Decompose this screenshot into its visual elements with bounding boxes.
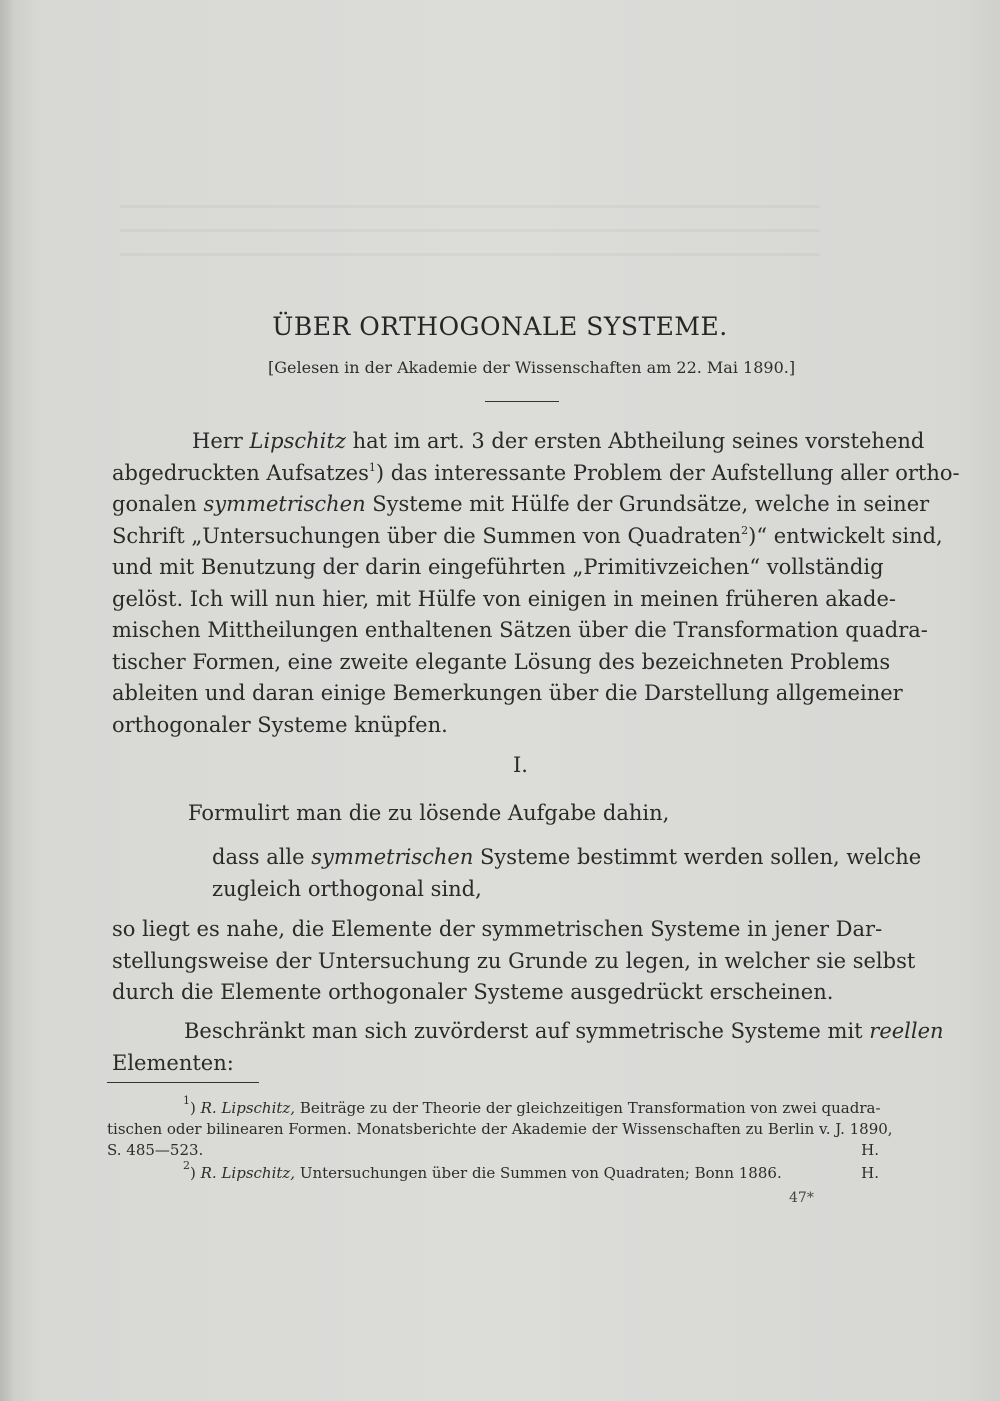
text-line: abgedruckten Aufsatzes$^1$) das interessante Problem der Aufstellung aller ortho- bbox=[112, 460, 960, 485]
quote-block bbox=[212, 842, 924, 905]
text-line: ableiten und daran einige Bemerkungen über die Darstellung allgemeiner bbox=[112, 681, 903, 705]
subtitle: [Gelesen in der Akademie der Wissenschaften am 22. Mai 1890.] bbox=[268, 358, 796, 377]
text-line: so liegt es nahe, die Elemente der symmetrischen Systeme in jener Dar- bbox=[112, 917, 883, 941]
text-line: Elementen: bbox=[112, 1050, 234, 1075]
text-line: stellungsweise der Untersuchung zu Grunde zu legen, in welcher sie selbst bbox=[112, 948, 916, 973]
text-line: Schrift „Untersuchungen über die Summen von Quadraten$^2$)“ entwickelt sind, bbox=[112, 523, 943, 548]
text-line: mischen Mittheilungen enthaltenen Sätzen über die Transformation quadra- bbox=[112, 618, 928, 642]
page-edge-shadow bbox=[0, 0, 14, 1401]
page-number: 47* bbox=[789, 1190, 814, 1206]
footnote-mark: 1 bbox=[368, 460, 376, 474]
paragraph-restriction bbox=[112, 1016, 944, 1079]
text-line: zugleich orthogonal sind, bbox=[212, 876, 482, 901]
text-line: orthogonaler Systeme knüpfen. bbox=[112, 712, 448, 737]
text-line: und mit Benutzung der darin eingeführten „Primitivzeichen“ vollständig bbox=[112, 555, 884, 579]
title-divider bbox=[485, 401, 559, 402]
footnote-divider bbox=[107, 1082, 259, 1083]
text-line: durch die Elemente orthogonaler Systeme ausgedrückt erscheinen. bbox=[112, 980, 834, 1004]
text-line: tischer Formen, eine zweite elegante Lösung des bezeichneten Problems bbox=[112, 649, 891, 674]
author-name: Lipschitz bbox=[249, 429, 346, 453]
text-line: Herr Lipschitz hat im art. 3 der ersten Abtheilung seines vorstehend bbox=[192, 429, 925, 453]
paragraph-approach bbox=[112, 914, 927, 1009]
paragraph-task: Formulirt man die zu lösende Aufgabe dahin, bbox=[188, 801, 670, 825]
footnote-2: $^2$) R. Lipschitz, Untersuchungen über die Summen von Quadraten; Bonn 1886. H. bbox=[183, 1159, 879, 1182]
show-through-texture bbox=[120, 205, 820, 275]
paragraph-intro bbox=[112, 426, 960, 741]
text-line: gelöst. Ich will nun hier, mit Hülfe von einigen in meinen früheren akade- bbox=[112, 586, 897, 611]
footnote-1: $^1$) R. Lipschitz, Beiträge zu der Theorie der gleichzeitigen Transformation von zwei quadra- tischen oder bilinearen Formen. Monatsberichte der Akademie der Wissenschaften zu Berlin v. J. 1890, S. 485—523. H. bbox=[107, 1094, 893, 1159]
text-line: Beschränkt man sich zuvörderst auf symmetrische Systeme mit reellen bbox=[184, 1019, 944, 1043]
footnote-signature: H. bbox=[861, 1164, 879, 1182]
footnote-signature: H. bbox=[861, 1141, 879, 1159]
section-number: I. bbox=[513, 753, 528, 777]
page-title: ÜBER ORTHOGONALE SYSTEME. bbox=[272, 312, 728, 341]
text-line: gonalen symmetrischen Systeme mit Hülfe der Grundsätze, welche in seiner bbox=[112, 492, 930, 516]
footnote-mark: 2 bbox=[741, 523, 749, 537]
text-line: dass alle symmetrischen Systeme bestimmt werden sollen, welche bbox=[212, 845, 922, 869]
